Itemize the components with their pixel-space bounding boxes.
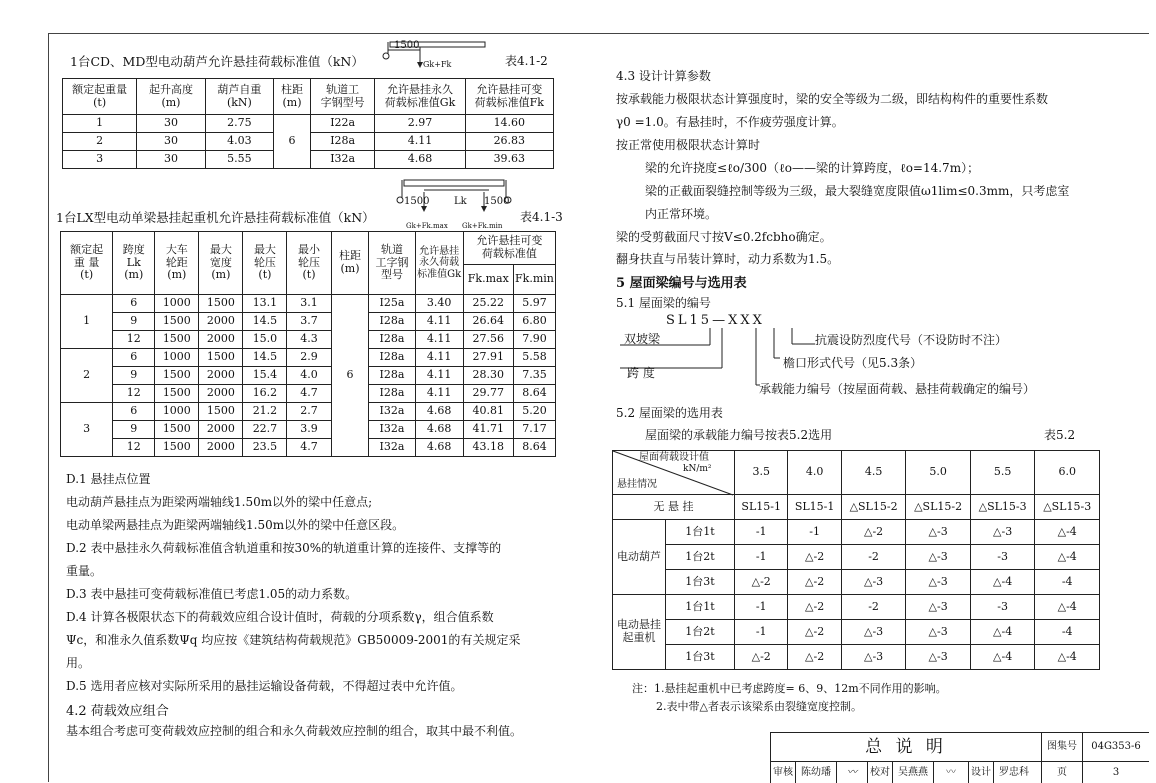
corner-unit-text: kN/m²: [683, 464, 712, 474]
cell: 4.11: [415, 367, 463, 385]
left-text-line: 重量。: [66, 564, 103, 578]
section-52-desc: 屋面梁的承载能力编号按表5.2选用: [645, 428, 833, 442]
cell: 2000: [199, 367, 243, 385]
cell: △-2: [788, 595, 841, 620]
table-row: [613, 620, 1100, 645]
t1-header: 柱距 (m): [274, 79, 311, 115]
table2-sketch-load-left: Gk+Fk.max: [406, 222, 448, 230]
cell: 2000: [199, 331, 243, 349]
table2-sketch-dim-left: 1500: [404, 196, 430, 207]
t2-header: 最小 轮压 (t): [287, 232, 331, 295]
cell: SL15-1: [735, 495, 788, 520]
table-row: [61, 439, 556, 457]
corner-bottom-text: 悬挂情况: [617, 479, 657, 490]
cell: -1: [735, 545, 788, 570]
t1-header: 允许悬挂永久 荷载标准值Gk: [375, 79, 465, 115]
cell: 2.75: [205, 115, 273, 133]
row-label: 1台2t: [666, 620, 735, 645]
left-text-line: D.4 计算各极限状态下的荷载效应组合设计值时，荷载的分项系数γ，组合值系数: [66, 610, 494, 624]
cell: 1500: [155, 385, 199, 403]
cell: 5.20: [513, 403, 555, 421]
cell: 16.2: [243, 385, 287, 403]
cell: 1500: [155, 313, 199, 331]
table-row: [61, 421, 556, 439]
table1-sketch-dim: 1500: [394, 40, 420, 51]
row-label: 1台3t: [666, 570, 735, 595]
cell: -1: [735, 520, 788, 545]
cell: △SL15-3: [1035, 495, 1100, 520]
cell: 4.11: [415, 313, 463, 331]
cell: 4.68: [415, 439, 463, 457]
cell: △-3: [906, 595, 971, 620]
t2-header: 允许悬挂可变 荷载标准值: [463, 232, 555, 265]
row-label: 1台2t: [666, 545, 735, 570]
cell: △-3: [970, 520, 1035, 545]
cell: 7.90: [513, 331, 555, 349]
cell: 5.97: [513, 295, 555, 313]
cell: 26.64: [463, 313, 513, 331]
table-row: [613, 520, 1100, 545]
cell: 9: [113, 313, 155, 331]
code-label-seismic: 抗震设防烈度代号（不设防时不注）: [815, 333, 1008, 347]
cell: 15.4: [243, 367, 287, 385]
table-row: [613, 495, 1100, 520]
cell: 6: [331, 295, 369, 457]
cell: 9: [113, 367, 155, 385]
t2-header: 最大 宽度 (m): [199, 232, 243, 295]
name-designer: 罗忠科: [999, 767, 1029, 778]
t1-header: 允许悬挂可变 荷载标准值Fk: [465, 79, 553, 115]
cell: 13.1: [243, 295, 287, 313]
cell: △-3: [906, 645, 971, 670]
cell: △-3: [906, 520, 971, 545]
cell: I28a: [310, 133, 375, 151]
cell: △-2: [735, 645, 788, 670]
cell: 1000: [155, 295, 199, 313]
table-row: [613, 595, 1100, 620]
cell: I22a: [310, 115, 375, 133]
table-row: [61, 385, 556, 403]
right-text-line: 内正常环境。: [645, 207, 718, 221]
left-text-line: D.2 表中悬挂永久荷载标准值含轨道重和按30%的轨道重计算的连接件、支撑等的: [66, 541, 502, 555]
cell: △-4: [1035, 545, 1100, 570]
cell: 1500: [155, 439, 199, 457]
cell: 1500: [199, 349, 243, 367]
table-row: [63, 115, 554, 133]
left-text-line: D.1 悬挂点位置: [66, 472, 151, 486]
cell: 1500: [199, 295, 243, 313]
cell: △-3: [841, 645, 906, 670]
cell: 30: [137, 133, 205, 151]
left-section-heading: 4.2 荷载效应组合: [66, 704, 169, 719]
right-text-line: 梁的受剪截面尺寸按V≤0.2fcbho确定。: [616, 230, 832, 244]
t2-header: 轨道 工字钢 型号: [369, 232, 415, 295]
table-row: [61, 313, 556, 331]
cell: 39.63: [465, 151, 553, 169]
cell: 1000: [155, 403, 199, 421]
cell: 12: [113, 385, 155, 403]
table1: [62, 78, 554, 169]
role-designer: 设计: [969, 762, 994, 783]
cell: △-4: [970, 570, 1035, 595]
cell: △-4: [970, 645, 1035, 670]
cell: △SL15-3: [970, 495, 1035, 520]
cell: 8.64: [513, 439, 555, 457]
t2-header: 跨度 Lk (m): [113, 232, 155, 295]
cell: 7.35: [513, 367, 555, 385]
group-label: 电动悬挂起重机: [613, 595, 666, 670]
table2: [60, 231, 556, 457]
cell: 2: [61, 349, 113, 403]
row-label: 1台3t: [666, 645, 735, 670]
cell: 12: [113, 439, 155, 457]
cell: 2: [63, 133, 137, 151]
table3-corner: [613, 451, 735, 495]
cell: -2: [841, 545, 906, 570]
cell: 6.80: [513, 313, 555, 331]
cell: 22.7: [243, 421, 287, 439]
cell: I32a: [369, 403, 415, 421]
name-checker: 吴燕燕: [893, 762, 934, 783]
cell: I28a: [369, 313, 415, 331]
cell: 4.3: [287, 331, 331, 349]
cell: 21.2: [243, 403, 287, 421]
cell: I28a: [369, 349, 415, 367]
cell: 2.9: [287, 349, 331, 367]
drawing-title: 总 说 明: [771, 733, 1042, 762]
t1-header: 轨道工 字钢型号: [310, 79, 375, 115]
cell: 1: [63, 115, 137, 133]
cell: 1500: [199, 403, 243, 421]
cell: △-3: [841, 620, 906, 645]
cell: -1: [735, 620, 788, 645]
cell: 3: [63, 151, 137, 169]
cell: △-3: [906, 545, 971, 570]
left-text-line: 用。: [66, 656, 91, 670]
col-header: 3.5: [735, 451, 788, 495]
cell: -1: [788, 520, 841, 545]
cell: -3: [970, 545, 1035, 570]
cell: 3: [61, 403, 113, 457]
note-2: 2.表中带△者表示该梁系由裂缝宽度控制。: [656, 700, 862, 713]
t2-header: Fk.min: [513, 265, 555, 295]
signature-checker: 〰: [934, 762, 969, 783]
cell: 1: [61, 295, 113, 349]
table-row: [61, 367, 556, 385]
col-header: 5.0: [906, 451, 971, 495]
cell: △-2: [788, 570, 841, 595]
group-label: 电动葫芦: [613, 520, 666, 595]
cell: -2: [841, 595, 906, 620]
cell: I28a: [369, 367, 415, 385]
right-text-line: 梁的正截面裂缝控制等级为三级，最大裂缝宽度限值ω1lim≤0.3mm，只考虑室: [645, 184, 1070, 198]
page-label: 页: [1042, 762, 1083, 783]
right-text-line: γ0 =1.0。有悬挂时，不作疲劳强度计算。: [616, 115, 844, 129]
section-51-heading: 5.1 屋面梁的编号: [616, 296, 711, 310]
table-row: [61, 349, 556, 367]
cell: △-3: [841, 570, 906, 595]
col-header: 4.0: [788, 451, 841, 495]
right-text-line: 翻身扶直与吊装计算时，动力系数为1.5。: [616, 252, 840, 266]
cell: 5.58: [513, 349, 555, 367]
section-5-heading: 5 屋面梁编号与选用表: [616, 276, 747, 291]
cell: △-2: [735, 570, 788, 595]
cell: 14.5: [243, 313, 287, 331]
cell: △SL15-2: [906, 495, 971, 520]
note-1: 注：1.悬挂起重机中已考虑跨度= 6、9、12m不同作用的影响。: [632, 682, 947, 695]
cell: 28.30: [463, 367, 513, 385]
cell: 27.56: [463, 331, 513, 349]
cell: 4.0: [287, 367, 331, 385]
cell: 6: [113, 349, 155, 367]
corner-top-text: 屋面荷载设计值: [639, 452, 709, 463]
signature-reviewer: 〰: [837, 762, 868, 783]
t1-header: 额定起重量 (t): [63, 79, 137, 115]
cell: -1: [735, 595, 788, 620]
cell: △-2: [841, 520, 906, 545]
code-label-capacity: 承载能力编号（按屋面荷载、悬挂荷载确定的编号）: [759, 382, 1036, 396]
cell: 40.81: [463, 403, 513, 421]
cell: 14.60: [465, 115, 553, 133]
cell: 2000: [199, 313, 243, 331]
table2-title: 1台LX型电动单梁悬挂起重机允许悬挂荷载标准值（kN）: [56, 210, 375, 225]
cell: 4.11: [375, 133, 465, 151]
table3-label: 表5.2: [1044, 428, 1076, 442]
name-reviewer: 陈幼璠: [796, 762, 837, 783]
cell: I32a: [369, 421, 415, 439]
cell: △-4: [1035, 595, 1100, 620]
cell: 3.9: [287, 421, 331, 439]
cell: △-4: [1035, 520, 1100, 545]
left-text-line: 电动单梁两悬挂点为距梁两端轴线1.50m以外的梁中任意区段。: [66, 518, 405, 532]
cell: △-4: [970, 620, 1035, 645]
cell: I28a: [369, 385, 415, 403]
cell: 27.91: [463, 349, 513, 367]
table1-sketch-load: Gk+Fk: [423, 60, 452, 69]
cell: I28a: [369, 331, 415, 349]
cell: 30: [137, 115, 205, 133]
left-text-line: 基本组合考虑可变荷载效应控制的组合和永久荷载效应控制的组合，取其中最不利值。: [66, 724, 523, 738]
row-label: 无 悬 挂: [613, 495, 735, 520]
left-text-line: 电动葫芦悬挂点为距梁两端轴线1.50m以外的梁中任意点;: [66, 495, 373, 509]
table-row: [613, 645, 1100, 670]
cell: 26.83: [465, 133, 553, 151]
cell: △SL15-2: [841, 495, 906, 520]
table-row: [613, 570, 1100, 595]
beam-code: SL15—XXX: [666, 313, 765, 328]
cell: 6: [274, 115, 311, 169]
table2-sketch-dim-mid: Lk: [454, 196, 467, 207]
table1-label: 表4.1-2: [505, 54, 548, 68]
section-52-heading: 5.2 屋面梁的选用表: [616, 406, 723, 420]
cell: 4.7: [287, 439, 331, 457]
t2-header: 允许悬挂 永久荷载 标准值Gk: [415, 232, 463, 295]
cell: I25a: [369, 295, 415, 313]
table3: [612, 450, 1100, 670]
cell: 3.1: [287, 295, 331, 313]
cell: 1500: [155, 331, 199, 349]
page-number: 3: [1112, 767, 1120, 778]
t1-header: 葫芦自重 (kN): [205, 79, 273, 115]
title-block: [770, 732, 1149, 783]
row-label: 1台1t: [666, 520, 735, 545]
col-header: 5.5: [970, 451, 1035, 495]
role-checker: 校对: [868, 762, 893, 783]
cell: 15.0: [243, 331, 287, 349]
cell: △-2: [788, 645, 841, 670]
t2-header: 额定起 重 量 (t): [61, 232, 113, 295]
cell: △-2: [788, 620, 841, 645]
role-reviewer: 审核: [771, 762, 796, 783]
cell: 2.97: [375, 115, 465, 133]
table2-sketch-load-right: Gk+Fk.min: [462, 222, 503, 230]
cell: I32a: [369, 439, 415, 457]
row-label: 1台1t: [666, 595, 735, 620]
table2-label: 表4.1-3: [520, 210, 563, 224]
signature-row: [771, 762, 1042, 783]
cell: 1500: [155, 421, 199, 439]
cell: SL15-1: [788, 495, 841, 520]
cell: 3.7: [287, 313, 331, 331]
col-header: 6.0: [1035, 451, 1100, 495]
t2-header: 柱距 (m): [331, 232, 369, 295]
cell: 1000: [155, 349, 199, 367]
cell: △-3: [906, 570, 971, 595]
atlas-number: 04G353-6: [1083, 733, 1149, 762]
table2-sketch-dim-right: 1500: [484, 196, 510, 207]
cell: 4.11: [415, 331, 463, 349]
cell: 5.55: [205, 151, 273, 169]
cell: 2000: [199, 385, 243, 403]
t2-header: 最大 轮压 (t): [243, 232, 287, 295]
table-row: [61, 331, 556, 349]
t2-header: Fk.max: [463, 265, 513, 295]
code-label-eave: 檐口形式代号（见5.3条）: [783, 356, 923, 370]
table-row: [61, 403, 556, 421]
cell: 12: [113, 331, 155, 349]
table1-title: 1台CD、MD型电动葫芦允许悬挂荷载标准值（kN）: [70, 54, 364, 69]
table-row: [613, 545, 1100, 570]
cell: 3.40: [415, 295, 463, 313]
cell: 8.64: [513, 385, 555, 403]
cell: 30: [137, 151, 205, 169]
left-text-line: Ψc，和准永久值系数Ψq 均应按《建筑结构荷载规范》GB50009-2001的有关规定采: [66, 633, 521, 647]
right-text-line: 梁的允许挠度≤ℓo/300（ℓo——梁的计算跨度，ℓo=14.7m）；: [645, 161, 980, 175]
cell: I32a: [310, 151, 375, 169]
cell: -4: [1035, 570, 1100, 595]
cell: △-3: [906, 620, 971, 645]
cell: 2000: [199, 421, 243, 439]
cell: 6: [113, 403, 155, 421]
col-header: 4.5: [841, 451, 906, 495]
cell: 25.22: [463, 295, 513, 313]
cell: 23.5: [243, 439, 287, 457]
cell: 1500: [155, 367, 199, 385]
cell: 2.7: [287, 403, 331, 421]
t2-header: 大车 轮距 (m): [155, 232, 199, 295]
left-text-line: D.5 选用者应核对实际所采用的悬挂运输设备荷载，不得超过表中允许值。: [66, 679, 463, 693]
code-label-span: 跨 度: [627, 366, 655, 380]
cell: 4.7: [287, 385, 331, 403]
cell: △-4: [1035, 645, 1100, 670]
cell: 4.68: [415, 403, 463, 421]
right-text-line: 按承载能力极限状态计算强度时，梁的安全等级为二级，即结构构件的重要性系数: [616, 92, 1049, 106]
cell: 4.68: [415, 421, 463, 439]
cell: 4.68: [375, 151, 465, 169]
cell: 6: [113, 295, 155, 313]
cell: △-2: [788, 545, 841, 570]
cell: 29.77: [463, 385, 513, 403]
cell: 41.71: [463, 421, 513, 439]
right-text-line: 4.3 设计计算参数: [616, 69, 711, 83]
cell: 2000: [199, 439, 243, 457]
cell: 7.17: [513, 421, 555, 439]
atlas-label: 图集号: [1042, 733, 1083, 762]
cell: 9: [113, 421, 155, 439]
t1-header: 起升高度 (m): [137, 79, 205, 115]
left-text-line: D.3 表中悬挂可变荷载标准值已考虑1.05的动力系数。: [66, 587, 358, 601]
code-label-double-slope: 双坡梁: [624, 332, 661, 346]
right-text-line: 按正常使用极限状态计算时: [616, 138, 761, 152]
cell: -3: [970, 595, 1035, 620]
table-row: [61, 295, 556, 313]
cell: 4.03: [205, 133, 273, 151]
cell: 14.5: [243, 349, 287, 367]
cell: 4.11: [415, 385, 463, 403]
cell: 43.18: [463, 439, 513, 457]
cell: 4.11: [415, 349, 463, 367]
cell: -4: [1035, 620, 1100, 645]
